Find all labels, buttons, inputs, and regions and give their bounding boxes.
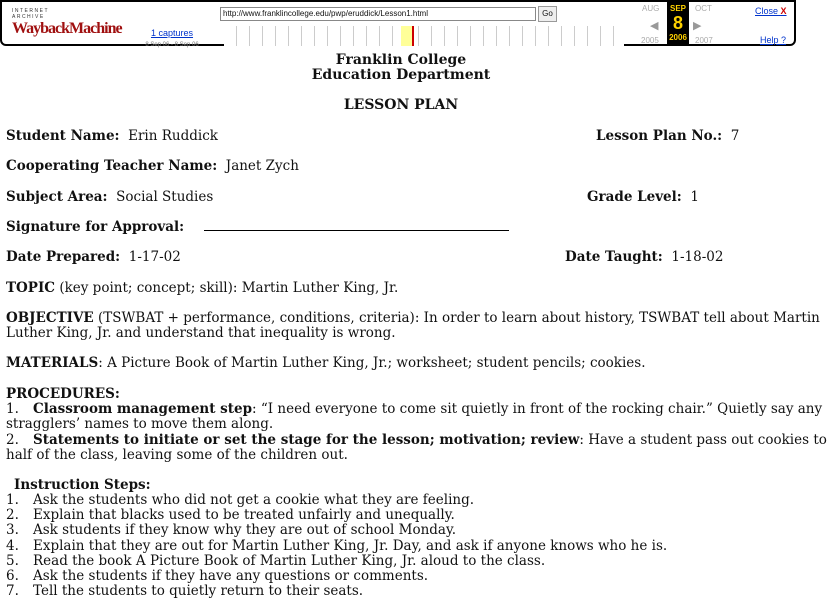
current-month: SEP [669,4,686,13]
objective-line-1: (TSWBAT + performance, conditions, criteria): In order to learn about history, TSWBAT tell about Martin [93,310,820,326]
date-prepared-label: Date Prepared: [6,249,121,265]
help-link[interactable] [760,35,786,45]
current-date [667,2,689,46]
date-prepared: 1-17-02 [128,249,181,265]
step-text: Ask the students if they have any questions or comments. [33,568,429,584]
step-number: 1. [6,492,19,508]
instruction-steps-label: Instruction Steps: [14,477,151,493]
go-button[interactable]: Go [538,6,557,22]
url-input[interactable]: http://www.franklincollege.edu/pwp/eruddick/Lesson1.html [220,7,536,21]
timeline-marker[interactable] [412,26,414,46]
coop-teacher-label: Cooperating Teacher Name: [6,158,218,174]
next-month[interactable]: OCT [695,4,712,13]
procedure-1-label: Classroom management step [33,401,253,417]
department-name: Education Department [311,67,491,83]
step-number: 7. [6,583,19,600]
capture-range: 8 Sep 06 - 8 Sep 06 [145,42,199,48]
captures-link[interactable]: 1 captures [150,28,194,38]
step-number: 4. [6,537,19,554]
student-label: Student Name: [6,128,120,144]
procedure-2-label: Statements to initiate or set the stage for the lesson; motivation; review [33,432,580,448]
prev-month[interactable]: AUG [642,4,660,13]
signature-label: Signature for Approval: [6,219,185,235]
signature-line [204,230,509,231]
timeline[interactable] [224,26,624,46]
materials-label: MATERIALS [6,355,99,371]
procedure-1-text: : “I need everyone to come sit quietly in front of the rocking chair.” Quietly say any [252,401,823,417]
step-number: 3. [6,522,19,539]
prev-arrow-icon[interactable]: ◀ [650,20,659,32]
step-text: Ask the students who did not get a cookie what they are feeling. [33,492,475,508]
college-name: Franklin College [335,52,467,68]
objective-line-2: Luther King, Jr. and understand that inequality is wrong. [6,325,396,341]
close-icon: X [780,6,787,16]
date-taught: 1-18-02 [671,249,724,265]
procedure-number: 2. [6,432,19,448]
topic: (key point; concept; skill): Martin Luther King, Jr. [55,280,399,296]
help-label: Help [760,35,779,45]
wayback-logo[interactable] [12,8,122,38]
step-number: 2. [6,507,19,524]
procedure-1-text-2: stragglers’ names to move them along. [6,416,274,432]
procedure-2-text-2: half of the class, leaving some of the children out. [6,447,348,463]
next-year[interactable]: 2007 [695,36,713,45]
prev-year[interactable]: 2005 [641,36,659,45]
plan-no-label: Lesson Plan No.: [596,128,723,144]
logo-top-text: INTERNET ARCHIVE [12,8,49,20]
subject: Social Studies [116,189,214,205]
procedure-2-text: : Have a student pass out cookies to [579,432,827,448]
logo-main-text: WaybackMachine [12,20,122,37]
topic-label: TOPIC [6,280,56,296]
grade-label: Grade Level: [587,189,682,205]
step-text: Tell the students to quietly return to their seats. [33,583,364,600]
procedures-label: PROCEDURES: [6,386,120,402]
next-arrow-icon[interactable]: ▶ [693,20,702,32]
current-year: 2006 [669,33,687,42]
subject-label: Subject Area: [6,189,108,205]
materials: : A Picture Book of Martin Luther King, Jr.; worksheet; student pencils; cookies. [98,355,646,371]
plan-no: 7 [730,128,740,144]
close-button[interactable] [755,6,787,16]
procedure-number: 1. [6,401,19,417]
student-name: Erin Ruddick [128,128,218,144]
date-taught-label: Date Taught: [565,249,663,265]
current-day: 8 [672,13,683,33]
step-text: Explain that they are out for Martin Luther King, Jr. Day, and ask if anyone knows who he is. [33,537,668,554]
coop-teacher: Janet Zych [225,158,299,174]
step-text: Explain that blacks used to be treated unfairly and unequally. [33,507,455,524]
help-icon: ? [781,35,787,45]
step-number: 6. [6,568,19,584]
wayback-toolbar [0,0,796,46]
document-title: LESSON PLAN [343,97,459,113]
step-text: Ask students if they know why they are out of school Monday. [33,522,457,539]
grade: 1 [690,189,699,205]
close-label: Close [755,6,779,16]
objective-label: OBJECTIVE [6,310,94,326]
step-number: 5. [6,552,19,569]
step-text: Read the book A Picture Book of Martin Luther King, Jr. aloud to the class. [33,552,546,569]
